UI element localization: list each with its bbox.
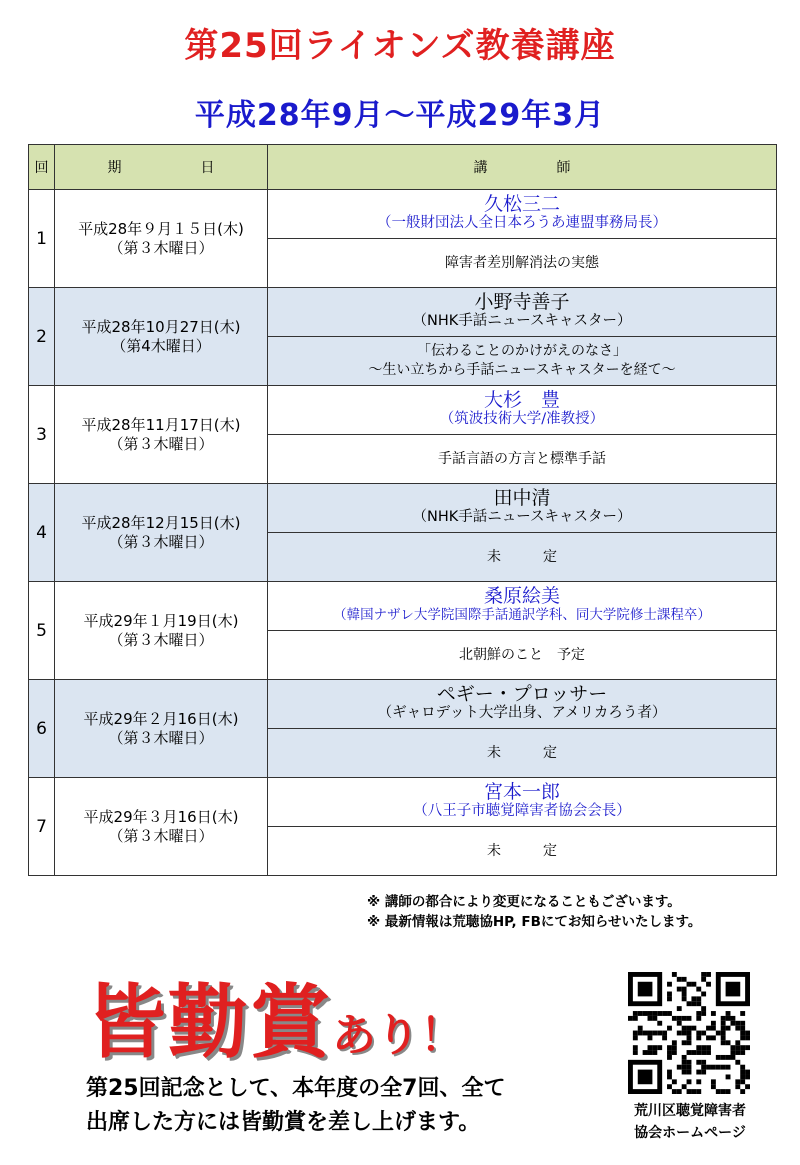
- date-text: 平成29年１月19日(木): [83, 611, 239, 630]
- week-text: （第4木曜日）: [111, 336, 211, 355]
- row-number: 7: [29, 778, 55, 876]
- topic-cell: [268, 729, 777, 778]
- period-subtitle: 平成28年9月～平成29年3月: [194, 98, 606, 133]
- lecturer-name: 久松三二: [483, 193, 560, 215]
- table-row: [29, 680, 777, 729]
- row-date: [55, 288, 268, 386]
- row-date: [55, 680, 268, 778]
- table-row: [29, 288, 777, 337]
- header-lecturer: [268, 145, 777, 190]
- notes: [367, 892, 701, 932]
- header-lecturer-b: 師: [556, 160, 571, 176]
- award-big-text: 皆勤賞: [86, 975, 332, 1069]
- lecturer-affiliation: （NHK手話ニュースキャスター）: [412, 509, 632, 525]
- note-latest: ※ 最新情報は荒聴協HP, FBにてお知らせいたします。: [367, 914, 702, 930]
- qr-caption: [600, 1100, 780, 1144]
- table-row: [29, 386, 777, 435]
- date-text: 平成28年12月15日(木): [81, 513, 241, 532]
- qr-caption-line: 荒川区聴覚障害者: [634, 1103, 746, 1119]
- lecturer-cell: [268, 288, 777, 337]
- topic-cell: [268, 435, 777, 484]
- date-text: 平成29年２月16日(木): [83, 709, 239, 728]
- topic-line: 障害者差別解消法の実態: [445, 254, 599, 271]
- lecturer-cell: [268, 680, 777, 729]
- topic-line: ～生い立ちから手話ニュースキャスターを経て～: [368, 362, 676, 378]
- note-change: ※ 講師の都合により変更になることもございます。: [367, 894, 681, 910]
- week-text: （第３木曜日）: [108, 728, 214, 747]
- lecturer-name: 大杉 豊: [483, 389, 560, 411]
- week-text: （第３木曜日）: [108, 238, 214, 257]
- lecturer-name: 田中清: [493, 487, 551, 509]
- topic-line: 未 定: [487, 548, 557, 565]
- topic-cell: [268, 827, 777, 876]
- row-number: 2: [29, 288, 55, 386]
- award-heading: [86, 958, 464, 1073]
- topic-cell: [268, 533, 777, 582]
- row-date: [55, 386, 268, 484]
- lecturer-cell: [268, 778, 777, 827]
- lecturer-affiliation: （筑波技術大学/准教授）: [439, 411, 605, 427]
- lecturer-cell: [268, 386, 777, 435]
- qr-caption-line: 協会ホームページ: [634, 1125, 746, 1141]
- header-date-b: 日: [200, 160, 215, 176]
- lecturer-name: ペギー・プロッサー: [436, 683, 608, 705]
- topic-cell: [268, 239, 777, 288]
- topic-line: 未 定: [487, 744, 557, 761]
- lecturer-affiliation: （韓国ナザレ大学院国際手話通訳学科、同大学院修士課程卒）: [333, 607, 711, 623]
- date-text: 平成28年10月27日(木): [81, 317, 241, 336]
- table-row: [29, 778, 777, 827]
- week-text: （第３木曜日）: [108, 630, 214, 649]
- table-row: [29, 582, 777, 631]
- lecturer-cell: [268, 484, 777, 533]
- row-number: 6: [29, 680, 55, 778]
- topic-cell: [268, 337, 777, 386]
- lecturer-cell: [268, 582, 777, 631]
- row-date: [55, 484, 268, 582]
- table-row: [29, 190, 777, 239]
- date-text: 平成29年３月16日(木): [83, 807, 239, 826]
- header-lecturer-a: 講: [473, 160, 488, 176]
- date-text: 平成28年11月17日(木): [81, 415, 241, 434]
- header-date-a: 期: [107, 160, 122, 176]
- topic-line: 「伝わることのかけがえのなさ」: [417, 343, 627, 359]
- lecturer-name: 宮本一郎: [483, 781, 560, 803]
- lecturer-affiliation: （八王子市聴覚障害者協会会長）: [413, 803, 631, 819]
- topic-line: 手話言語の方言と標準手話: [438, 450, 606, 467]
- header-date: [55, 145, 268, 190]
- row-date: [55, 582, 268, 680]
- lecturer-name: 小野寺善子: [474, 291, 570, 313]
- week-text: （第３木曜日）: [108, 434, 214, 453]
- lecturer-name: 桑原絵美: [483, 585, 560, 607]
- lecturer-cell: [268, 190, 777, 239]
- row-date: [55, 190, 268, 288]
- page-title: 第25回ライオンズ教養講座: [184, 26, 616, 66]
- row-number: 1: [29, 190, 55, 288]
- row-number: 5: [29, 582, 55, 680]
- topic-line: 未 定: [487, 842, 557, 859]
- week-text: （第３木曜日）: [108, 532, 214, 551]
- award-small-text: あり！: [332, 1010, 464, 1061]
- topic-line: 北朝鮮のこと 予定: [459, 646, 585, 663]
- lecturer-affiliation: （ギャロデット大学出身、アメリカろう者）: [377, 705, 667, 721]
- date-text: 平成28年９月１５日(木): [78, 219, 244, 238]
- award-message: [86, 1072, 505, 1140]
- row-number: 3: [29, 386, 55, 484]
- lecturer-affiliation: （NHK手話ニュースキャスター）: [412, 313, 632, 329]
- row-number: 4: [29, 484, 55, 582]
- award-message-line: 出席した方には皆勤賞を差し上げます。: [86, 1110, 481, 1135]
- week-text: （第３木曜日）: [108, 826, 214, 845]
- header-no: 回: [29, 145, 55, 190]
- table-row: [29, 484, 777, 533]
- topic-cell: [268, 631, 777, 680]
- qr-code-icon[interactable]: [628, 972, 750, 1094]
- schedule-table: [28, 144, 777, 876]
- row-date: [55, 778, 268, 876]
- lecturer-affiliation: （一般財団法人全日本ろうあ連盟事務局長）: [377, 215, 667, 231]
- table-header-row: [29, 145, 777, 190]
- award-message-line: 第25回記念として、本年度の全7回、全て: [86, 1076, 506, 1101]
